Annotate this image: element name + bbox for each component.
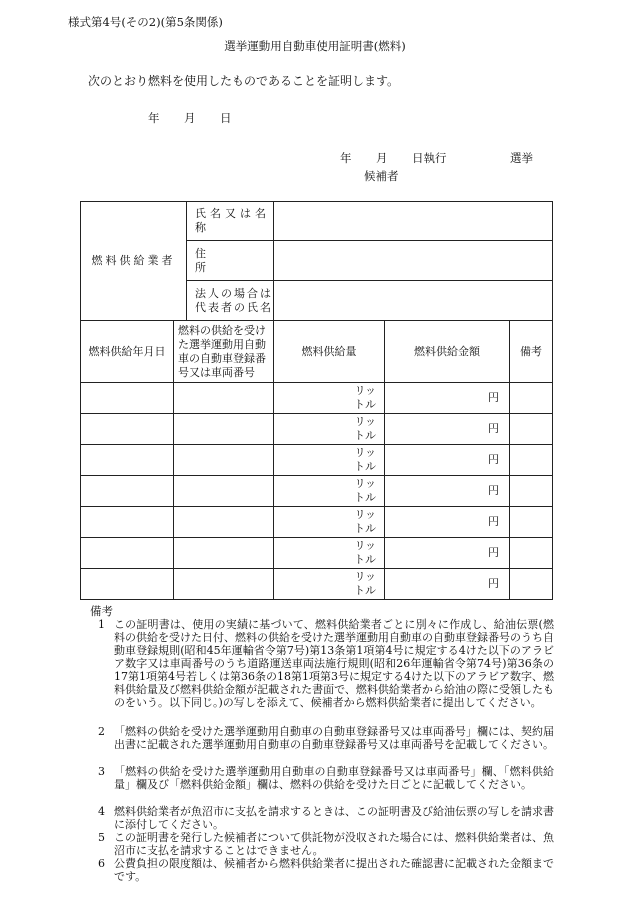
election-year: 年 — [340, 151, 352, 165]
liter-cell[interactable]: リッ トル — [274, 569, 385, 600]
date-cell[interactable] — [81, 538, 174, 569]
rep-label-line1: 法人の場合は — [195, 286, 273, 300]
representative-field[interactable] — [274, 281, 553, 321]
table-row — [81, 414, 553, 445]
intro-statement: 次のとおり燃料を使用したものであることを証明します。 — [88, 74, 400, 88]
note-item: 1 この証明書は、使用の実績に基づいて、燃料供給業者ごとに別々に作成し、給油伝票(燃料の供給を受けた日付、燃料の供給を受けた選挙運動用自動車の自動車登録番号のうち自動車登録規則(昭和45年運輸省令第7号)第13条第1項第4号に規定する4けた以下のアラビア数字又は車両番号のうち道路運送車両法施行規則(昭和26年運輸省令第74号)第36条の17第1項第4号若しくは第36条の18第1項第3号に規定する4けた以下のアラビア数字、燃料供給量及び燃料供給金額が記載された書面で、燃料供給業者から給油の際に受領したものをいう。以下同じ。)の写しを添えて、候補者から燃料供給業者に提出してください。 — [98, 618, 554, 709]
col-fuel-amount: 燃料供給量 — [274, 321, 385, 383]
date-cell[interactable] — [81, 507, 174, 538]
note-item: 3 「燃料の供給を受けた選挙運動用自動車の自動車登録番号又は車両番号」欄、「燃料供給量」欄及び「燃料供給金額」欄は、燃料の供給を受けた日ごとに記載してください。 — [98, 765, 554, 791]
vehicle-cell[interactable] — [174, 445, 274, 476]
yen-cell[interactable]: 円 — [385, 538, 510, 569]
remarks-cell[interactable] — [510, 383, 553, 414]
remarks-cell[interactable] — [510, 507, 553, 538]
document-title: 選挙運動用自動車使用証明書(燃料) — [224, 39, 406, 53]
note-item: 6 公費負担の限度額は、候補者から燃料供給業者に提出された確認書に記載された金額までです。 — [98, 857, 554, 883]
col-fuel-price: 燃料供給金額 — [385, 321, 510, 383]
vehicle-cell[interactable] — [174, 383, 274, 414]
address-label-2: 所 — [195, 260, 206, 274]
election-month: 月 — [376, 151, 388, 165]
table-row — [81, 569, 553, 600]
address-label-1: 住 — [195, 246, 206, 260]
date-cell[interactable] — [81, 383, 174, 414]
supplier-label: 燃料供給業者 — [81, 202, 187, 321]
vehicle-cell[interactable] — [174, 476, 274, 507]
liter-cell[interactable]: リッ トル — [274, 383, 385, 414]
rep-label-line2: 代表者の氏名 — [195, 300, 273, 314]
supplier-address-label — [187, 241, 274, 281]
yen-cell[interactable]: 円 — [385, 414, 510, 445]
liter-cell[interactable]: リッ トル — [274, 445, 385, 476]
remarks-cell[interactable] — [510, 414, 553, 445]
yen-cell[interactable]: 円 — [385, 569, 510, 600]
table-row — [81, 445, 553, 476]
candidate-label: 候補者 — [364, 169, 399, 183]
yen-cell[interactable]: 円 — [385, 445, 510, 476]
date-cell[interactable] — [81, 414, 174, 445]
liter-cell[interactable]: リッ トル — [274, 476, 385, 507]
supplier-address-field[interactable] — [274, 241, 553, 281]
col-supply-date: 燃料供給年月日 — [81, 321, 174, 383]
table-row — [81, 538, 553, 569]
form-number: 様式第4号(その2)(第5条関係) — [68, 15, 223, 29]
yen-cell[interactable]: 円 — [385, 507, 510, 538]
date-cell[interactable] — [81, 569, 174, 600]
remarks-cell[interactable] — [510, 538, 553, 569]
vehicle-cell[interactable] — [174, 507, 274, 538]
remarks-cell[interactable] — [510, 445, 553, 476]
representative-label — [187, 281, 274, 321]
election-date-line — [340, 150, 533, 166]
liter-cell[interactable]: リッ トル — [274, 538, 385, 569]
liter-cell[interactable]: リッ トル — [274, 414, 385, 445]
table-row — [81, 476, 553, 507]
yen-cell[interactable]: 円 — [385, 383, 510, 414]
note-item: 2 「燃料の供給を受けた選挙運動用自動車の自動車登録番号又は車両番号」欄には、契約届出書に記載された選挙運動用自動車の自動車登録番号又は車両番号を記載してください。 — [98, 725, 554, 751]
yen-cell[interactable]: 円 — [385, 476, 510, 507]
table-row — [81, 507, 553, 538]
col-vehicle-number: 燃料の供給を受けた選挙運動用自動車の自動車登録番号又は車両番号 — [174, 321, 274, 383]
fuel-certificate-table — [80, 201, 553, 600]
date-year: 年 — [148, 111, 160, 125]
note-item: 4 燃料供給業者が魚沼市に支払を請求するときは、この証明書及び給油伝票の写しを請求書に添付してください。 — [98, 805, 554, 831]
vehicle-cell[interactable] — [174, 569, 274, 600]
date-cell[interactable] — [81, 445, 174, 476]
date-day: 日 — [220, 111, 232, 125]
vehicle-cell[interactable] — [174, 414, 274, 445]
liter-cell[interactable]: リッ トル — [274, 507, 385, 538]
supplier-name-label: 氏名又は名称 — [187, 202, 274, 241]
date-cell[interactable] — [81, 476, 174, 507]
notes-heading: 備考 — [90, 604, 113, 618]
vehicle-cell[interactable] — [174, 538, 274, 569]
date-month: 月 — [184, 111, 196, 125]
col-remarks: 備考 — [510, 321, 553, 383]
certification-date — [148, 110, 232, 126]
note-item: 5 この証明書を発行した候補者について供託物が没収された場合には、燃料供給業者は、魚沼市に支払を請求することはできません。 — [98, 831, 554, 857]
remarks-cell[interactable] — [510, 569, 553, 600]
election-executed: 日執行 — [412, 151, 447, 165]
remarks-cell[interactable] — [510, 476, 553, 507]
supplier-name-field[interactable] — [274, 202, 553, 241]
table-row — [81, 383, 553, 414]
election-name: 選挙 — [510, 151, 533, 165]
